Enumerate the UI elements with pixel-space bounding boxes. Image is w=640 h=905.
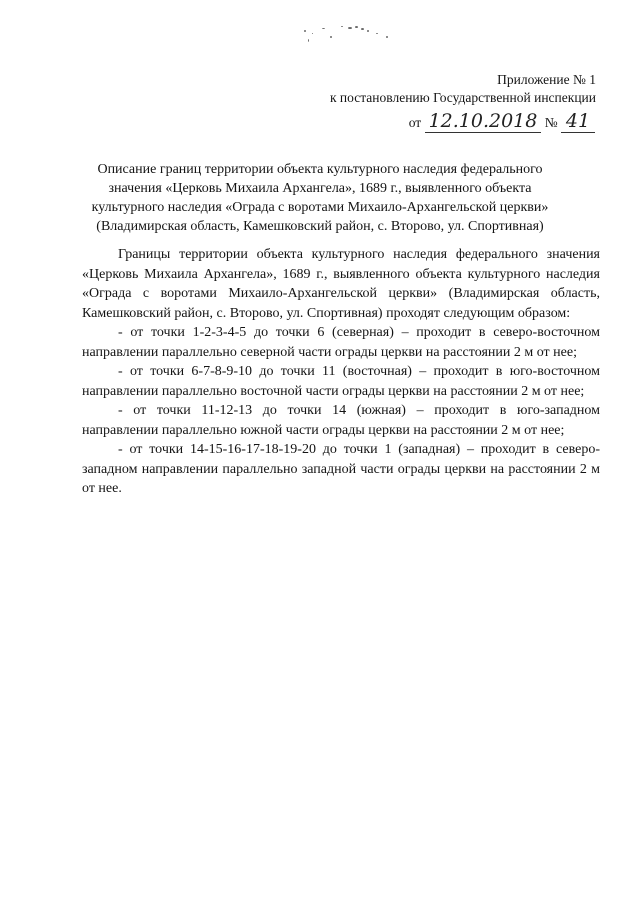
document-title (40, 160, 600, 236)
boundary-clause-east: - от точки 6-7-8-9-10 до точки 11 (восточная) – проходит в юго-восточном направлении параллельно восточной части ограды церкви на расстоянии 2 м от нее; (82, 364, 600, 399)
date-prefix: от (408, 115, 422, 130)
boundary-clause-west: - от точки 14-15-16-17-18-19-20 до точки 1 (западная) – проходит в северо-западном направлении параллельно западной части ограды церкви на расстоянии 2 м от нее. (82, 442, 600, 496)
title-line: культурного наследия «Ограда с воротами Михаило-Архангельской церкви» (91, 200, 549, 215)
boundary-clause-north: - от точки 1-2-3-4-5 до точки 6 (северная) – проходит в северо-восточном направлении параллельно северной части ограды церкви на расстоянии 2 м от нее; (82, 325, 600, 360)
document-body (82, 245, 600, 499)
boundary-clause-south: - от точки 11-12-13 до точки 14 (южная) – проходит в юго-западном направлении параллельно южной части ограды церкви на расстоянии 2 м от нее; (82, 403, 600, 438)
appendix-reference: к постановлению Государственной инспекции (330, 90, 596, 105)
title-line: Описание границ территории объекта культурного наследия федерального (97, 162, 543, 177)
intro-paragraph: Границы территории объекта культурного наследия федерального значения «Церковь Михаила Архангела», 1689 г., выявленного объекта культурного наследия «Ограда с воротами Михаило-Архангельской церкви» (Владимирская область, Камешковский район, с. Второво, ул. Спортивная) проходят следующим образом: (82, 247, 600, 321)
scan-artifact (300, 24, 400, 46)
handwritten-number: 41 (561, 110, 595, 133)
title-line: значения «Церковь Михаила Архангела», 1689 г., выявленного объекта (108, 181, 532, 196)
title-line: (Владимирская область, Камешковский район, с. Второво, ул. Спортивная) (96, 219, 544, 234)
appendix-label: Приложение № 1 (497, 72, 596, 87)
resolution-date-number (409, 110, 595, 133)
handwritten-date: 12.10.2018 (425, 110, 542, 133)
number-sign: № (544, 115, 558, 130)
appendix-header (330, 71, 596, 107)
